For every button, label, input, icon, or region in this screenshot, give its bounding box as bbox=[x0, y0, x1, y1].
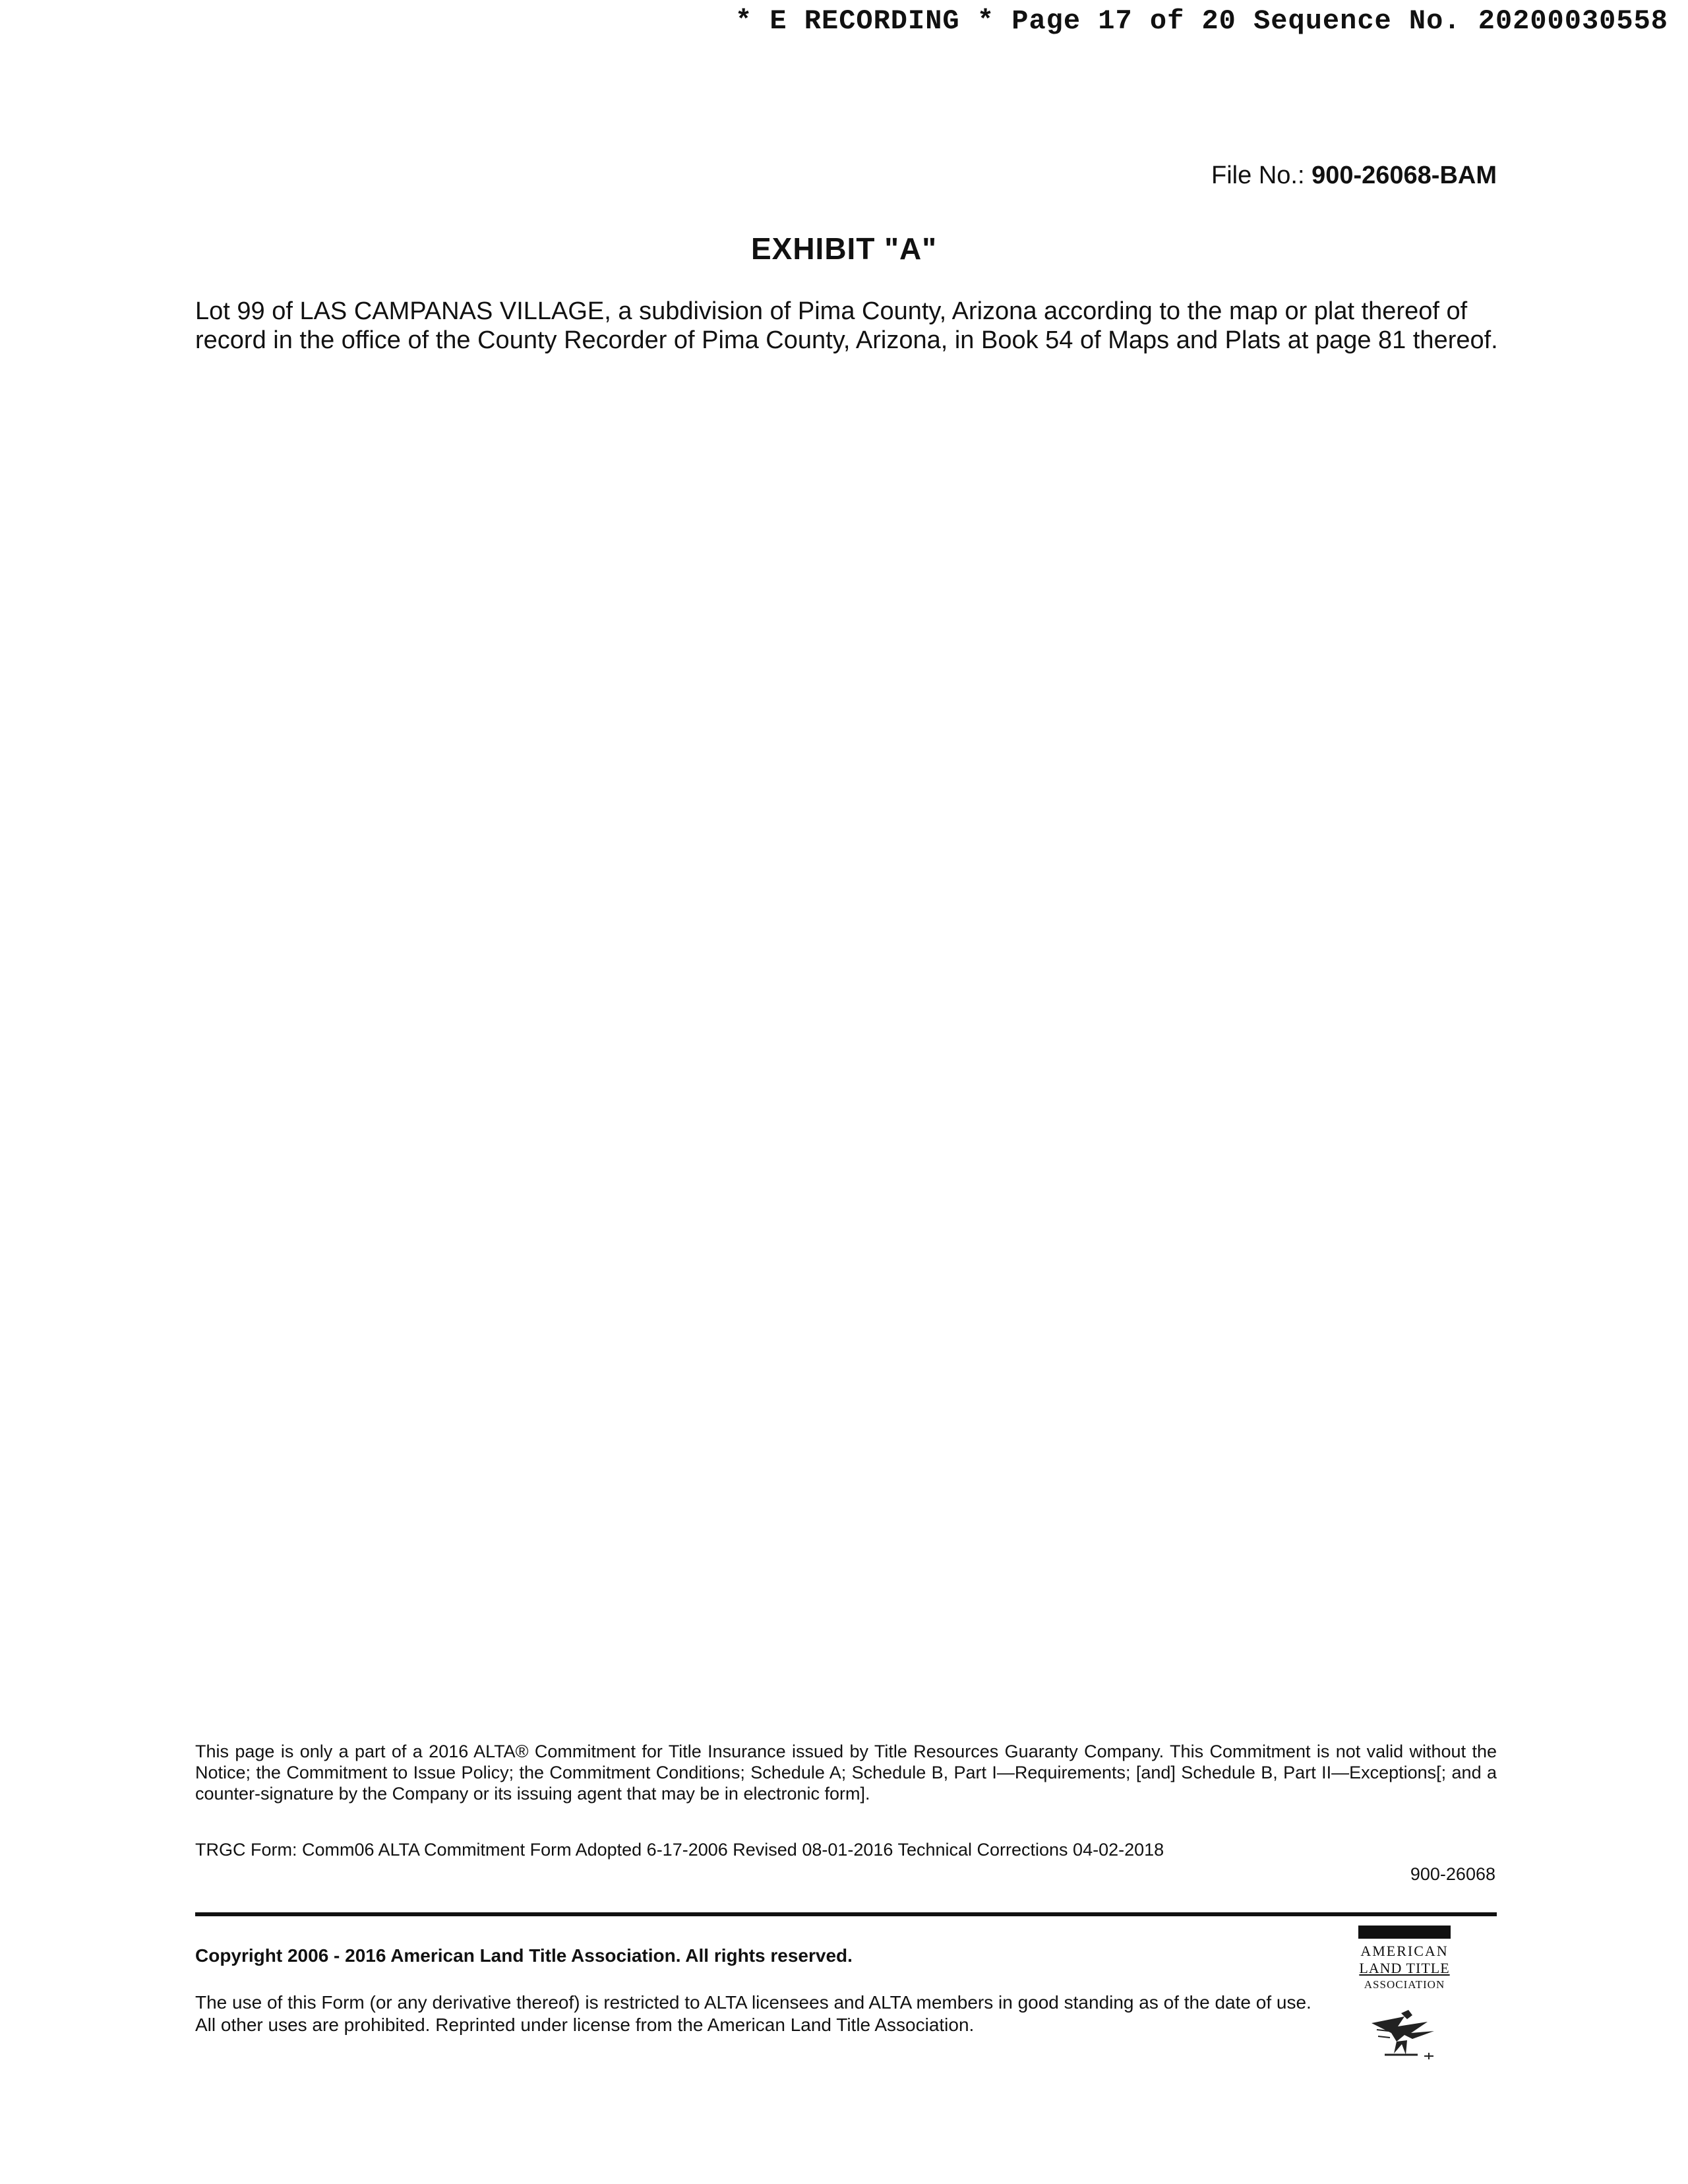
file-number-value: 900-26068-BAM bbox=[1311, 162, 1497, 189]
commitment-notice: This page is only a part of a 2016 ALTA® Commitment for Title Insurance issued by Title Resources Guaranty Company. This Commitment is not valid without the Notice; the Commitment to Issue Policy; the Commitment Conditions; Schedule A; Schedule B, Part I—Requirements; [and] Schedule B, Part II—Exceptions[; and a counter-signature by the Company or its issuing agent that may be in electronic form]. bbox=[195, 1742, 1497, 1804]
logo-bar bbox=[1358, 1926, 1451, 1939]
eagle-icon bbox=[1365, 1997, 1444, 2063]
footer-divider bbox=[195, 1912, 1497, 1916]
logo-text-american: AMERICAN bbox=[1360, 1943, 1449, 1959]
legal-description: Lot 99 of LAS CAMPANAS VILLAGE, a subdivision of Pima County, Arizona according to the map or plat thereof of record in the office of the County Recorder of Pima County, Arizona, in Book 54 of Maps and Plats at page 81 thereof. bbox=[195, 297, 1498, 354]
exhibit-title: EXHIBIT "A" bbox=[750, 231, 938, 266]
recording-header: * E RECORDING * Page 17 of 20 Sequence No. 20200030558 bbox=[735, 5, 1668, 37]
logo-text-land-title: LAND TITLE bbox=[1359, 1960, 1450, 1976]
logo-text-association: ASSOCIATION bbox=[1364, 1978, 1445, 1991]
footer-file-number: 900-26068 bbox=[1410, 1864, 1495, 1884]
copyright-notice: Copyright 2006 - 2016 American Land Title Association. All rights reserved. bbox=[195, 1945, 853, 1966]
alta-logo bbox=[1352, 1926, 1457, 2064]
license-notice: The use of this Form (or any derivative thereof) is restricted to ALTA licensees and ALTA members in good standing as of the date of use. All other uses are prohibited. Reprinted under license from the American Land Title Association. bbox=[195, 1992, 1311, 2035]
file-number-label: File No.: bbox=[1211, 162, 1305, 189]
form-identifier: TRGC Form: Comm06 ALTA Commitment Form Adopted 6-17-2006 Revised 08-01-2016 Technical Corrections 04-02-2018 bbox=[195, 1840, 1164, 1860]
file-number bbox=[1211, 162, 1497, 190]
